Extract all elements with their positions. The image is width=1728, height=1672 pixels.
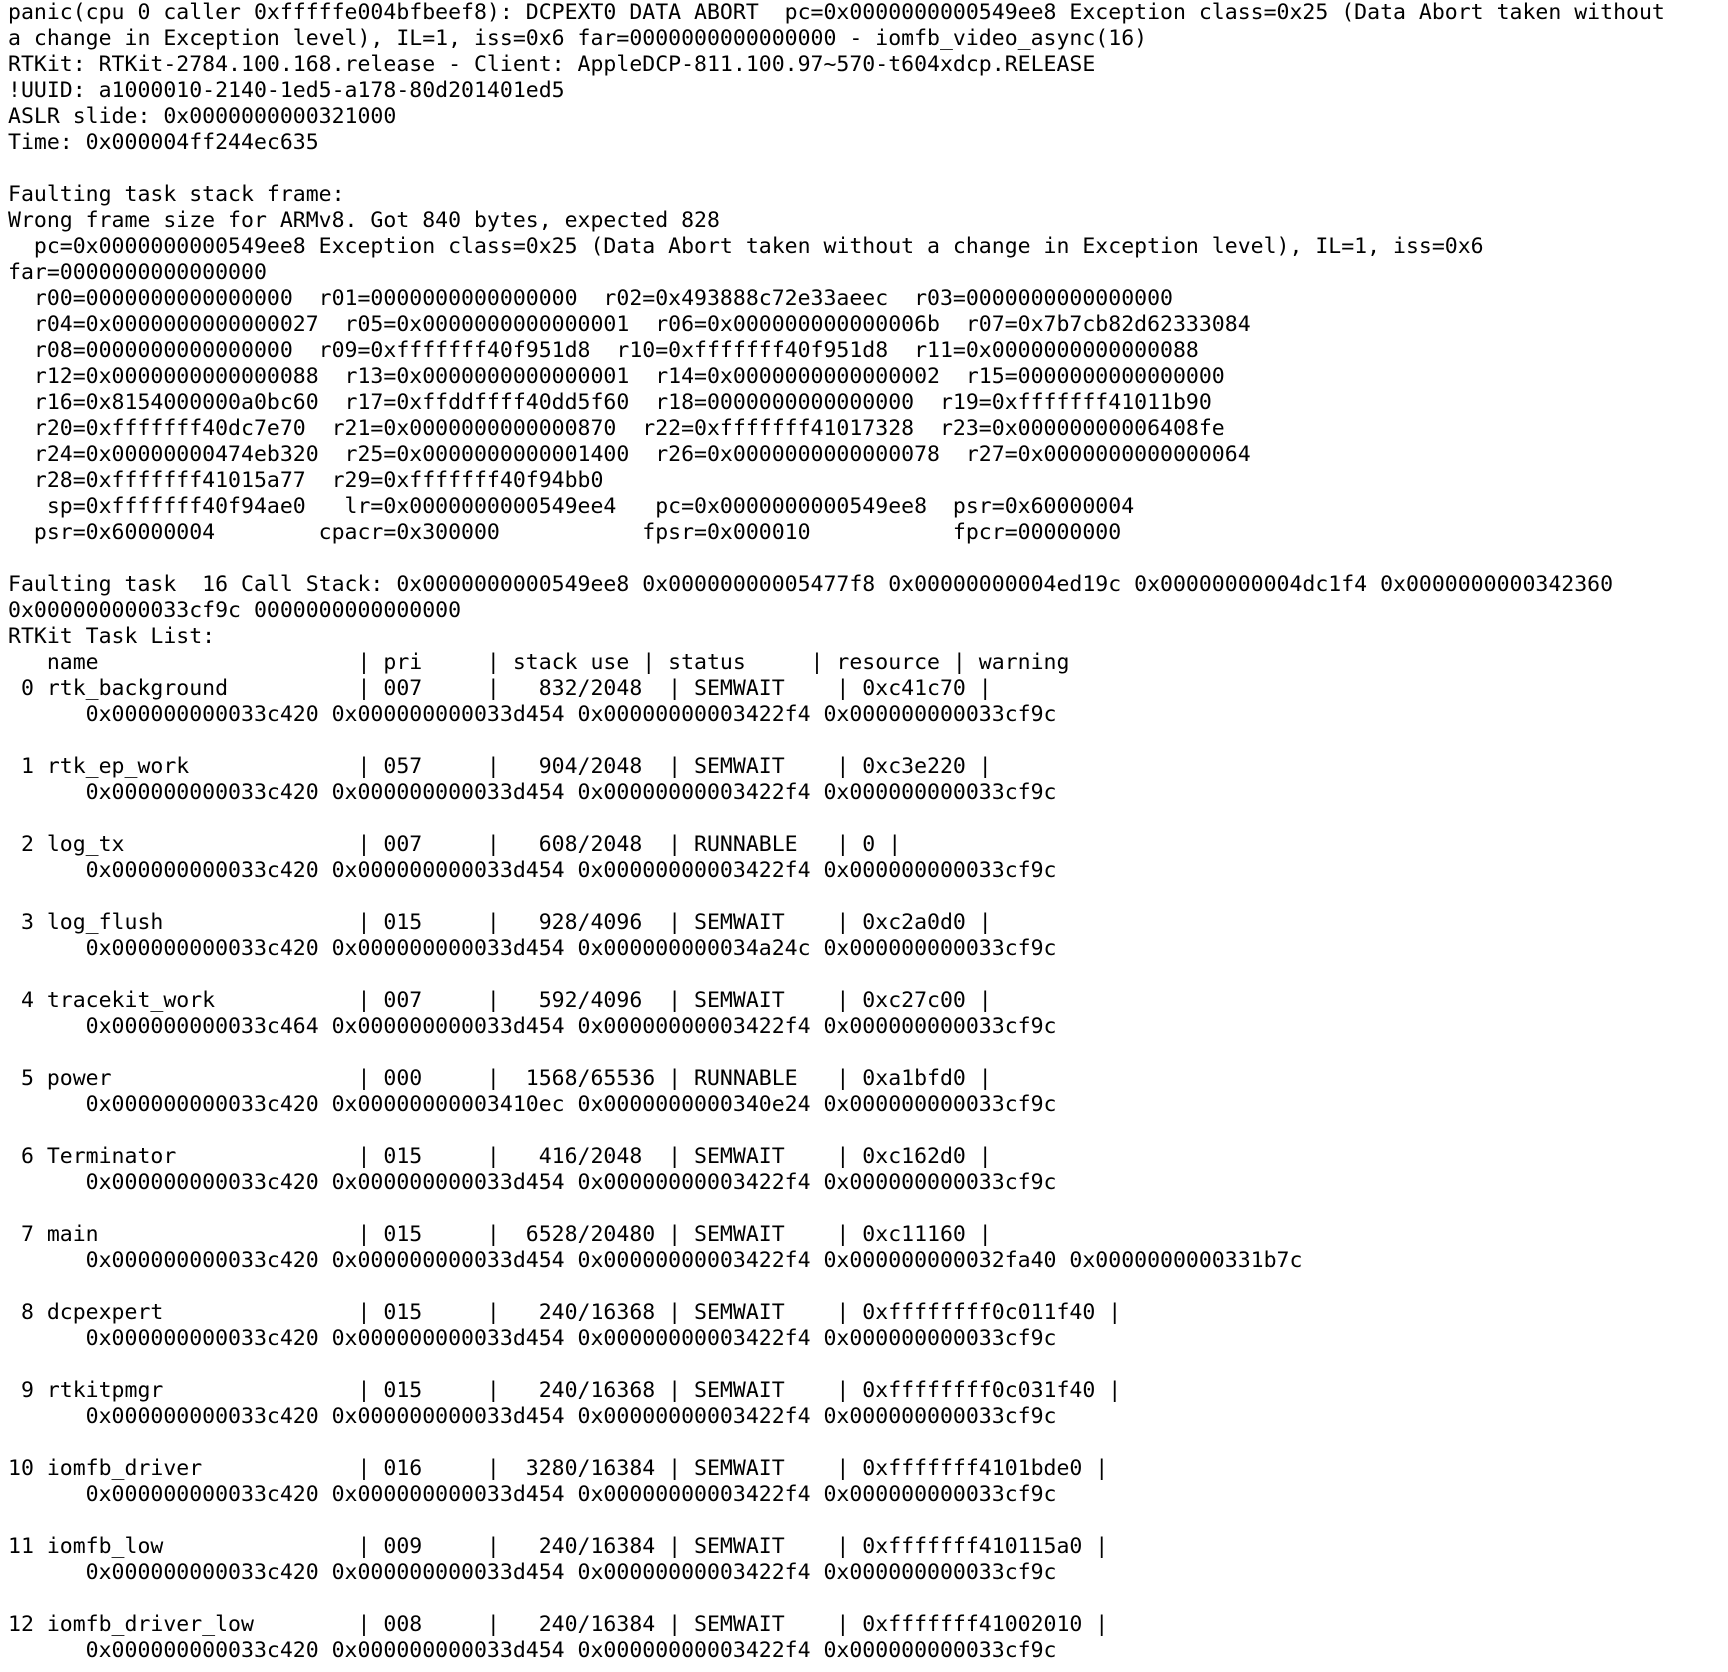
log-line: 12 iomfb_driver_low | 008 | 240/16384 | SEMWAIT | 0xfffffff41002010 |	[8, 1612, 1109, 1637]
log-line: 0x000000000033c420 0x00000000003410ec 0x0000000000340e24 0x000000000033cf9c	[8, 1092, 1057, 1117]
log-line: 5 power | 000 | 1568/65536 | RUNNABLE | 0xa1bfd0 |	[8, 1066, 992, 1091]
log-line: r00=0000000000000000 r01=0000000000000000 r02=0x493888c72e33aeec r03=0000000000000000	[8, 286, 1173, 311]
log-line: 2 log_tx | 007 | 608/2048 | RUNNABLE | 0 |	[8, 832, 902, 857]
log-line: pc=0x0000000000549ee8 Exception class=0x25 (Data Abort taken without a change in Exception level), IL=1, iss=0x6	[8, 234, 1484, 259]
log-line: 0x000000000033c420 0x000000000033d454 0x00000000003422f4 0x000000000033cf9c	[8, 1170, 1057, 1195]
log-line: 10 iomfb_driver | 016 | 3280/16384 | SEMWAIT | 0xfffffff4101bde0 |	[8, 1456, 1109, 1481]
log-line	[8, 156, 1665, 182]
log-line: 8 dcpexpert | 015 | 240/16368 | SEMWAIT | 0xffffffff0c011f40 |	[8, 1300, 1122, 1325]
log-line: a change in Exception level), IL=1, iss=0x6 far=0000000000000000 - iomfb_video_async(16)	[8, 26, 1148, 51]
log-line: 0x000000000033c420 0x000000000033d454 0x00000000003422f4 0x000000000033cf9c	[8, 780, 1057, 805]
log-line: 11 iomfb_low | 009 | 240/16384 | SEMWAIT | 0xfffffff410115a0 |	[8, 1534, 1109, 1559]
log-line: Faulting task stack frame:	[8, 182, 345, 207]
log-line: panic(cpu 0 caller 0xfffffe004bfbeef8): DCPEXT0 DATA ABORT pc=0x0000000000549ee8 Exception class=0x25 (Data Abort taken without	[8, 0, 1665, 25]
log-line	[8, 806, 1665, 832]
log-line	[8, 1508, 1665, 1534]
log-line	[8, 962, 1665, 988]
log-line: 0x000000000033c420 0x000000000033d454 0x00000000003422f4 0x000000000033cf9c	[8, 1482, 1057, 1507]
log-line: 0x000000000033c420 0x000000000033d454 0x000000000034a24c 0x000000000033cf9c	[8, 936, 1057, 961]
log-line: 0x000000000033c420 0x000000000033d454 0x00000000003422f4 0x000000000033cf9c	[8, 702, 1057, 727]
log-line: Wrong frame size for ARMv8. Got 840 bytes, expected 828	[8, 208, 720, 233]
log-line	[8, 1352, 1665, 1378]
log-line: Time: 0x000004ff244ec635	[8, 130, 319, 155]
log-line: ASLR slide: 0x0000000000321000	[8, 104, 397, 129]
log-line: r28=0xfffffff41015a77 r29=0xfffffff40f94bb0	[8, 468, 604, 493]
log-line	[8, 728, 1665, 754]
log-line	[8, 546, 1665, 572]
log-line: 7 main | 015 | 6528/20480 | SEMWAIT | 0xc11160 |	[8, 1222, 992, 1247]
log-line: 4 tracekit_work | 007 | 592/4096 | SEMWAIT | 0xc27c00 |	[8, 988, 992, 1013]
log-line: r12=0x0000000000000088 r13=0x0000000000000001 r14=0x0000000000000002 r15=0000000000000000	[8, 364, 1225, 389]
log-line: sp=0xfffffff40f94ae0 lr=0x0000000000549ee4 pc=0x0000000000549ee8 psr=0x60000004	[8, 494, 1135, 519]
log-line: r04=0x0000000000000027 r05=0x0000000000000001 r06=0x000000000000006b r07=0x7b7cb82d62333084	[8, 312, 1251, 337]
log-line: 0 rtk_background | 007 | 832/2048 | SEMWAIT | 0xc41c70 |	[8, 676, 992, 701]
log-line: 6 Terminator | 015 | 416/2048 | SEMWAIT | 0xc162d0 |	[8, 1144, 992, 1169]
log-line	[8, 1040, 1665, 1066]
log-line: RTKit Task List:	[8, 624, 216, 649]
log-line: 0x000000000033cf9c 0000000000000000	[8, 598, 462, 623]
log-line	[8, 1118, 1665, 1144]
log-line: 3 log_flush | 015 | 928/4096 | SEMWAIT | 0xc2a0d0 |	[8, 910, 992, 935]
log-line: 0x000000000033c420 0x000000000033d454 0x00000000003422f4 0x000000000033cf9c	[8, 1404, 1057, 1429]
log-line: RTKit: RTKit-2784.100.168.release - Client: AppleDCP-811.100.97~570-t604xdcp.RELEASE	[8, 52, 1096, 77]
log-line	[8, 1196, 1665, 1222]
log-line: 1 rtk_ep_work | 057 | 904/2048 | SEMWAIT | 0xc3e220 |	[8, 754, 992, 779]
log-line	[8, 1430, 1665, 1456]
log-line	[8, 884, 1665, 910]
log-line	[8, 1586, 1665, 1612]
log-line: 9 rtkitpmgr | 015 | 240/16368 | SEMWAIT | 0xffffffff0c031f40 |	[8, 1378, 1122, 1403]
log-line: 0x000000000033c420 0x000000000033d454 0x00000000003422f4 0x000000000033cf9c	[8, 1638, 1057, 1663]
log-line: 0x000000000033c420 0x000000000033d454 0x00000000003422f4 0x000000000033cf9c	[8, 858, 1057, 883]
log-line	[8, 1274, 1665, 1300]
log-line: r08=0000000000000000 r09=0xfffffff40f951d8 r10=0xfffffff40f951d8 r11=0x0000000000000088	[8, 338, 1199, 363]
log-line: 0x000000000033c420 0x000000000033d454 0x00000000003422f4 0x000000000032fa40 0x0000000000331b7c	[8, 1248, 1303, 1273]
log-line: 0x000000000033c420 0x000000000033d454 0x00000000003422f4 0x000000000033cf9c	[8, 1560, 1057, 1585]
log-line: 0x000000000033c420 0x000000000033d454 0x00000000003422f4 0x000000000033cf9c	[8, 1326, 1057, 1351]
log-line: !UUID: a1000010-2140-1ed5-a178-80d201401ed5	[8, 78, 565, 103]
log-line: 0x000000000033c464 0x000000000033d454 0x00000000003422f4 0x000000000033cf9c	[8, 1014, 1057, 1039]
log-line: Faulting task 16 Call Stack: 0x0000000000549ee8 0x00000000005477f8 0x00000000004ed19c 0x00000000004dc1f4 0x0000000000342360	[8, 572, 1614, 597]
panic-log-text	[8, 0, 1665, 1664]
log-line: r16=0x8154000000a0bc60 r17=0xffddffff40dd5f60 r18=0000000000000000 r19=0xfffffff41011b90	[8, 390, 1212, 415]
log-line: name | pri | stack use | status | resource | warning	[8, 650, 1070, 675]
log-line: far=0000000000000000	[8, 260, 267, 285]
log-line: r24=0x00000000474eb320 r25=0x0000000000001400 r26=0x0000000000000078 r27=0x0000000000000064	[8, 442, 1251, 467]
log-line: r20=0xfffffff40dc7e70 r21=0x0000000000000870 r22=0xfffffff41017328 r23=0x00000000006408fe	[8, 416, 1225, 441]
log-line: psr=0x60000004 cpacr=0x300000 fpsr=0x000010 fpcr=00000000	[8, 520, 1122, 545]
